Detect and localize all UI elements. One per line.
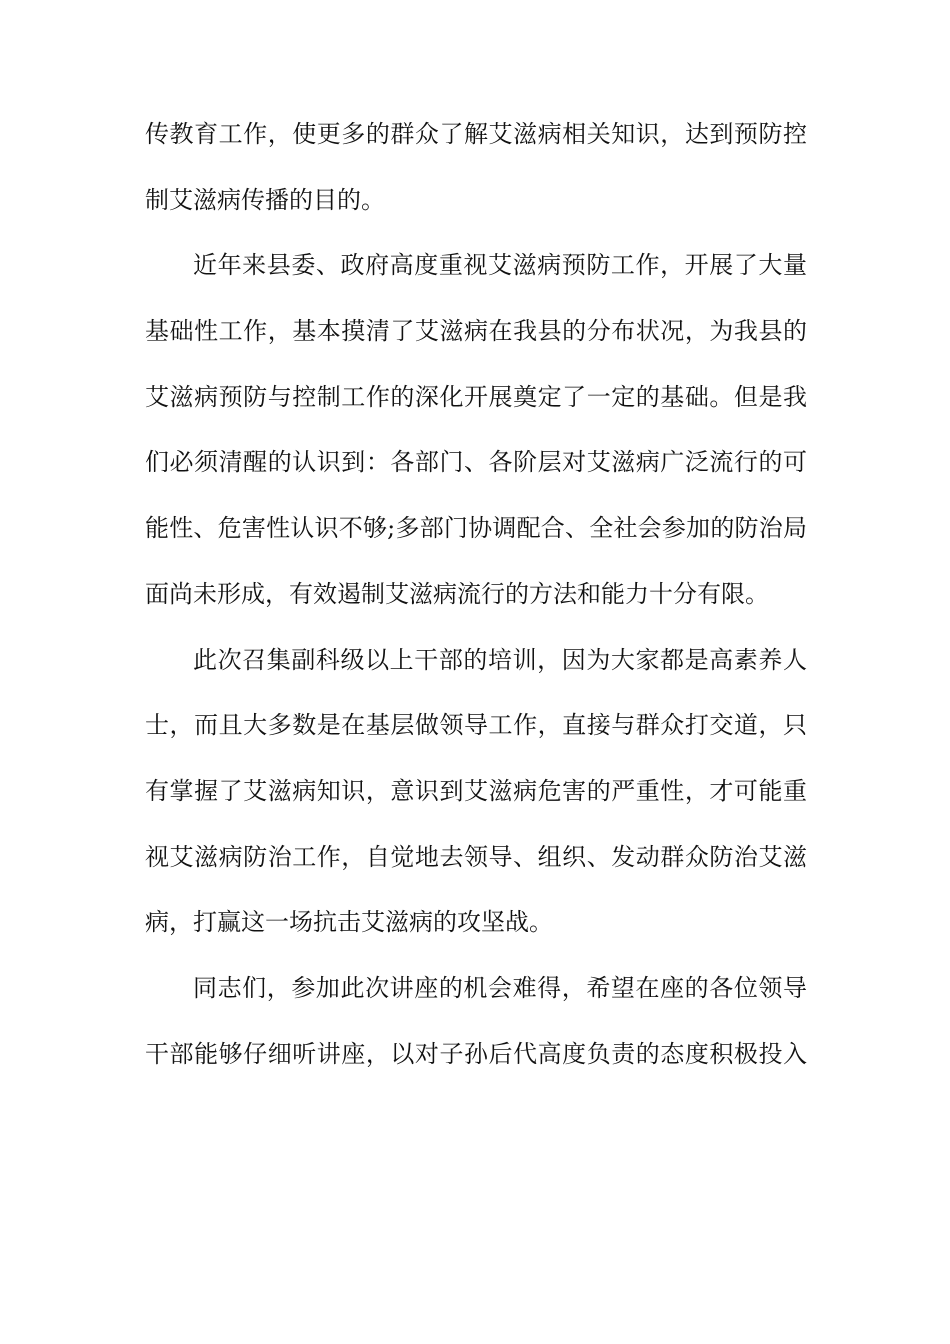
text-line: 病，打赢这一场抗击艾滋病的攻坚战。 [145, 908, 553, 937]
text-line: 有掌握了艾滋病知识，意识到艾滋病危害的严重性，才可能重 [145, 776, 807, 805]
text-line: 面尚未形成，有效遏制艾滋病流行的方法和能力十分有限。 [145, 579, 769, 608]
text-line: 们必须清醒的认识到：各部门、各阶层对艾滋病广泛流行的可 [145, 448, 807, 477]
text-line: 士，而且大多数是在基层做领导工作，直接与群众打交道，只 [145, 711, 807, 740]
text-line: 艾滋病预防与控制工作的深化开展奠定了一定的基础。但是我 [145, 382, 807, 411]
paragraph-start-line: 近年来县委、政府高度重视艾滋病预防工作，开展了大量 [193, 251, 807, 280]
paragraph-start-line: 同志们，参加此次讲座的机会难得，希望在座的各位领导 [193, 973, 807, 1002]
text-line: 传教育工作，使更多的群众了解艾滋病相关知识，达到预防控 [145, 120, 807, 148]
text-line: 视艾滋病防治工作，自觉地去领导、组织、发动群众防治艾滋 [145, 842, 807, 871]
paragraph-start-line: 此次召集副科级以上干部的培训，因为大家都是高素养人 [193, 645, 807, 674]
text-line: 基础性工作，基本摸清了艾滋病在我县的分布状况，为我县的 [145, 317, 807, 346]
body-text [145, 122, 807, 1107]
text-line: 干部能够仔细听讲座，以对子孙后代高度负责的态度积极投入 [145, 1039, 807, 1068]
text-line: 能性、危害性认识不够;多部门协调配合、全社会参加的防治局 [145, 514, 807, 543]
text-line: 制艾滋病传播的目的。 [145, 185, 385, 214]
